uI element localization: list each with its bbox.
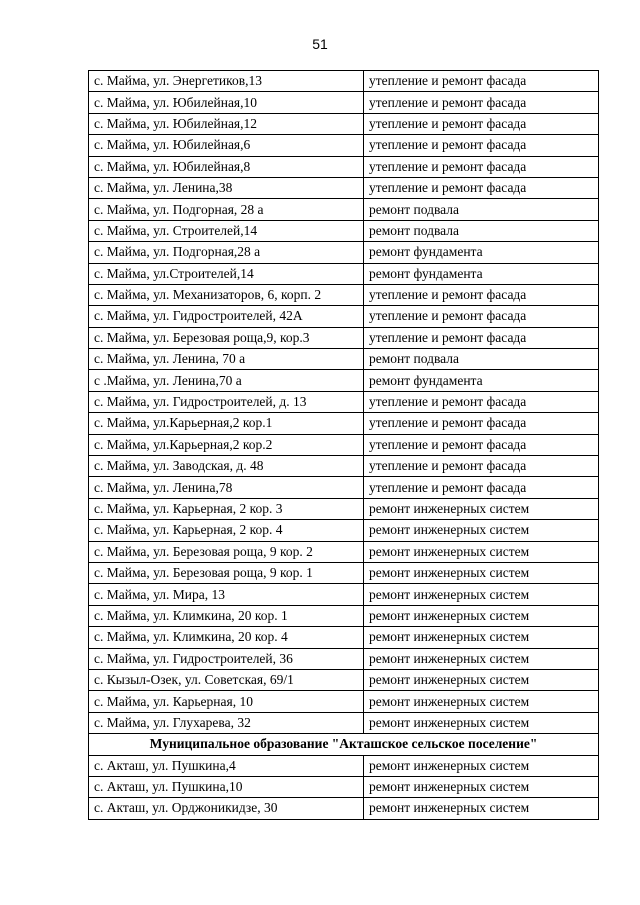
work-type-cell: утепление и ремонт фасада — [364, 327, 599, 348]
address-cell: с. Майма, ул. Березовая роща,9, кор.3 — [89, 327, 364, 348]
address-cell: с. Майма, ул. Подгорная, 28 а — [89, 199, 364, 220]
address-cell: с. Майма, ул. Карьерная, 2 кор. 3 — [89, 498, 364, 519]
table-row — [89, 284, 599, 305]
table-row — [89, 477, 599, 498]
address-cell: с. Майма, ул. Гидростроителей, 36 — [89, 648, 364, 669]
address-cell: с. Майма, ул. Карьерная, 2 кор. 4 — [89, 520, 364, 541]
table-row — [89, 584, 599, 605]
table-row — [89, 92, 599, 113]
address-cell: с. Майма, ул.Строителей,14 — [89, 263, 364, 284]
table-row — [89, 199, 599, 220]
table-row — [89, 263, 599, 284]
address-cell: с. Майма, ул. Глухарева, 32 — [89, 712, 364, 733]
table-row — [89, 648, 599, 669]
work-type-cell: ремонт инженерных систем — [364, 669, 599, 690]
work-type-cell: ремонт фундамента — [364, 370, 599, 391]
address-cell: с. Майма, ул. Юбилейная,10 — [89, 92, 364, 113]
table-row — [89, 498, 599, 519]
address-cell: с. Майма, ул. Подгорная,28 а — [89, 242, 364, 263]
work-type-cell: утепление и ремонт фасада — [364, 477, 599, 498]
work-type-cell: ремонт инженерных систем — [364, 648, 599, 669]
page-number: 51 — [312, 36, 328, 52]
work-type-cell: утепление и ремонт фасада — [364, 434, 599, 455]
section-row — [89, 734, 599, 755]
address-cell: с. Майма, ул. Карьерная, 10 — [89, 691, 364, 712]
address-cell: с. Майма, ул. Березовая роща, 9 кор. 2 — [89, 541, 364, 562]
work-type-cell: ремонт инженерных систем — [364, 798, 599, 819]
table-row — [89, 669, 599, 690]
work-type-cell: утепление и ремонт фасада — [364, 156, 599, 177]
table-row — [89, 349, 599, 370]
address-cell: с. Майма, ул. Механизаторов, 6, корп. 2 — [89, 284, 364, 305]
section-heading: Муниципальное образование "Акташское сельское поселение" — [89, 734, 599, 755]
address-cell: с. Майма, ул.Карьерная,2 кор.2 — [89, 434, 364, 455]
work-type-cell: ремонт инженерных систем — [364, 712, 599, 733]
table-row — [89, 113, 599, 134]
table-row — [89, 456, 599, 477]
work-type-cell: ремонт инженерных систем — [364, 584, 599, 605]
address-cell: с. Майма, ул. Заводская, д. 48 — [89, 456, 364, 477]
work-type-cell: ремонт подвала — [364, 220, 599, 241]
table-row — [89, 776, 599, 797]
work-type-cell: ремонт инженерных систем — [364, 627, 599, 648]
work-type-cell: утепление и ремонт фасада — [364, 71, 599, 92]
table-row — [89, 327, 599, 348]
table-body-maima — [89, 71, 599, 734]
address-cell: с. Майма, ул. Гидростроителей, д. 13 — [89, 391, 364, 412]
work-type-cell: утепление и ремонт фасада — [364, 413, 599, 434]
table-row — [89, 627, 599, 648]
address-work-table — [88, 70, 599, 820]
work-type-cell: ремонт инженерных систем — [364, 691, 599, 712]
table-row — [89, 562, 599, 583]
address-cell: с. Майма, ул. Энергетиков,13 — [89, 71, 364, 92]
address-cell: с .Майма, ул. Ленина,70 а — [89, 370, 364, 391]
address-cell: с. Майма, ул. Ленина,78 — [89, 477, 364, 498]
address-cell: с. Майма, ул. Ленина, 70 а — [89, 349, 364, 370]
work-type-cell: ремонт инженерных систем — [364, 541, 599, 562]
address-cell: с. Майма, ул. Климкина, 20 кор. 1 — [89, 605, 364, 626]
work-type-cell: ремонт инженерных систем — [364, 562, 599, 583]
address-cell: с. Майма, ул. Климкина, 20 кор. 4 — [89, 627, 364, 648]
table-row — [89, 220, 599, 241]
table-row — [89, 71, 599, 92]
table-row — [89, 391, 599, 412]
address-cell: с. Кызыл-Озек, ул. Советская, 69/1 — [89, 669, 364, 690]
table-row — [89, 156, 599, 177]
address-cell: с. Майма, ул. Юбилейная,12 — [89, 113, 364, 134]
work-type-cell: ремонт подвала — [364, 199, 599, 220]
table-row — [89, 712, 599, 733]
work-type-cell: утепление и ремонт фасада — [364, 284, 599, 305]
address-cell: с. Майма, ул. Мира, 13 — [89, 584, 364, 605]
address-cell: с. Акташ, ул. Пушкина,10 — [89, 776, 364, 797]
table-row — [89, 755, 599, 776]
work-type-cell: утепление и ремонт фасада — [364, 113, 599, 134]
work-type-cell: ремонт инженерных систем — [364, 776, 599, 797]
work-type-cell: утепление и ремонт фасада — [364, 92, 599, 113]
address-cell: с. Майма, ул.Карьерная,2 кор.1 — [89, 413, 364, 434]
work-type-cell: ремонт фундамента — [364, 263, 599, 284]
work-type-cell: утепление и ремонт фасада — [364, 177, 599, 198]
table-row — [89, 691, 599, 712]
work-type-cell: утепление и ремонт фасада — [364, 135, 599, 156]
address-cell: с. Майма, ул. Юбилейная,6 — [89, 135, 364, 156]
table-row — [89, 605, 599, 626]
table-row — [89, 798, 599, 819]
work-type-cell: утепление и ремонт фасада — [364, 391, 599, 412]
table-row — [89, 520, 599, 541]
table-row — [89, 541, 599, 562]
table-row — [89, 413, 599, 434]
table-row — [89, 177, 599, 198]
work-type-cell: ремонт инженерных систем — [364, 498, 599, 519]
table-body-aktash — [89, 755, 599, 819]
work-type-cell: ремонт инженерных систем — [364, 605, 599, 626]
table-section — [89, 734, 599, 755]
table-row — [89, 370, 599, 391]
work-type-cell: ремонт подвала — [364, 349, 599, 370]
table-row — [89, 306, 599, 327]
address-cell: с. Майма, ул. Юбилейная,8 — [89, 156, 364, 177]
work-type-cell: ремонт инженерных систем — [364, 755, 599, 776]
table-row — [89, 434, 599, 455]
address-cell: с. Майма, ул. Березовая роща, 9 кор. 1 — [89, 562, 364, 583]
work-type-cell: ремонт фундамента — [364, 242, 599, 263]
work-type-cell: ремонт инженерных систем — [364, 520, 599, 541]
address-cell: с. Акташ, ул. Пушкина,4 — [89, 755, 364, 776]
address-cell: с. Майма, ул. Строителей,14 — [89, 220, 364, 241]
address-cell: с. Акташ, ул. Орджоникидзе, 30 — [89, 798, 364, 819]
table-row — [89, 242, 599, 263]
table-row — [89, 135, 599, 156]
work-type-cell: утепление и ремонт фасада — [364, 456, 599, 477]
address-cell: с. Майма, ул. Ленина,38 — [89, 177, 364, 198]
work-type-cell: утепление и ремонт фасада — [364, 306, 599, 327]
address-cell: с. Майма, ул. Гидростроителей, 42А — [89, 306, 364, 327]
